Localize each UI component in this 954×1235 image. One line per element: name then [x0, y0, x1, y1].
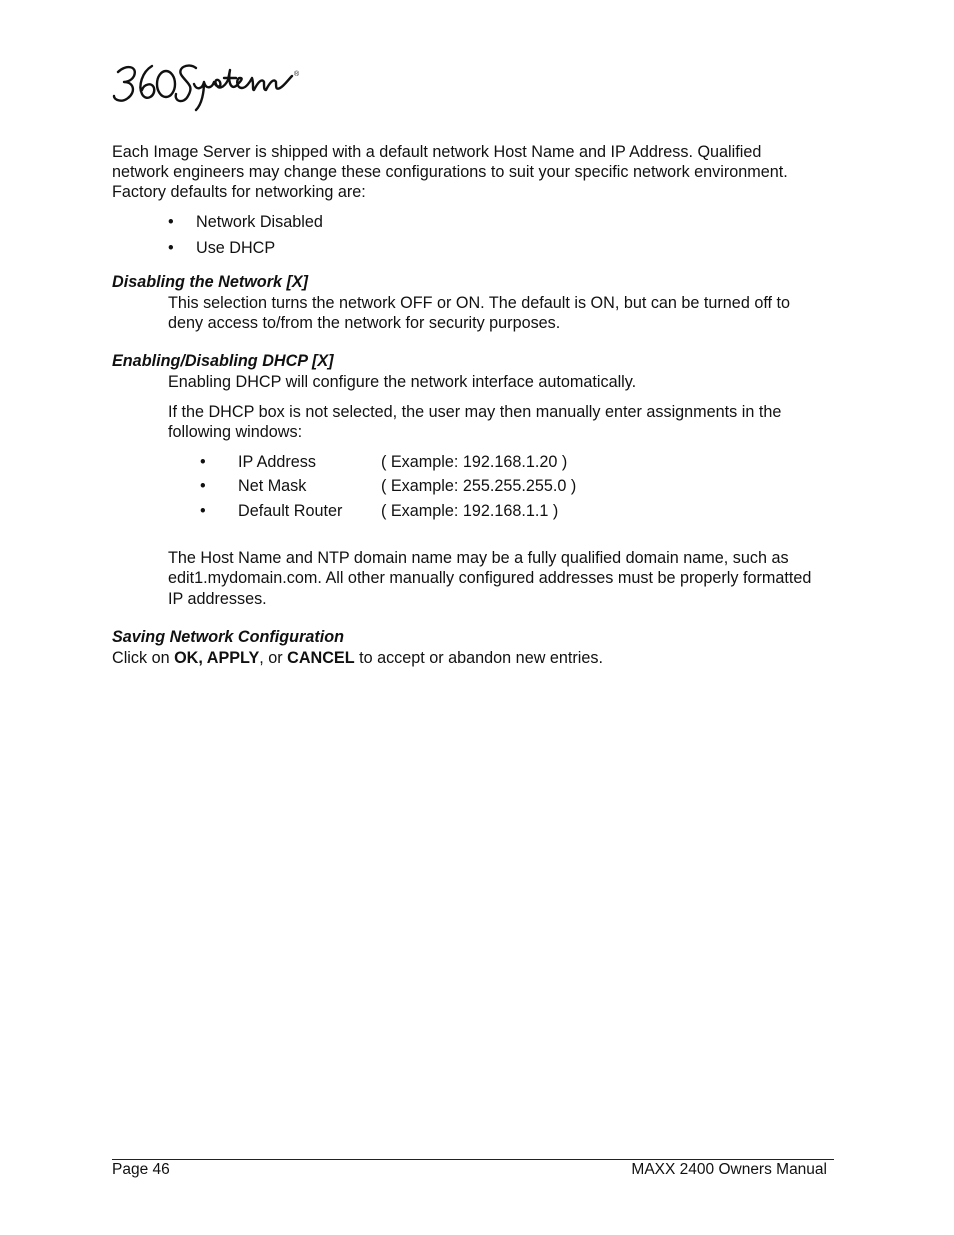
ok-apply-label: OK, APPLY [174, 649, 260, 667]
save-middle: , or [259, 649, 288, 667]
section-heading: Enabling/Disabling DHCP [X] [112, 352, 334, 370]
list-item: Network Disabled [196, 213, 323, 231]
field-name: Net Mask [238, 477, 307, 495]
body-line: following windows: [168, 423, 303, 441]
field-name: IP Address [238, 453, 316, 471]
page-number: Page 46 [112, 1161, 170, 1178]
body-line: deny access to/from the network for security purposes. [168, 314, 561, 332]
section-heading: Disabling the Network [X] [112, 273, 309, 291]
footer-rule [112, 1159, 834, 1160]
section-heading: Saving Network Configuration [112, 628, 345, 646]
field-name: Default Router [238, 502, 343, 520]
list-item: Use DHCP [196, 239, 276, 257]
body-line: The Host Name and NTP domain name may be a fully qualified domain name, such as [168, 549, 789, 567]
intro-line: network engineers may change these configurations to suit your specific network environment. [112, 163, 788, 181]
cancel-label: CANCEL [287, 649, 355, 667]
field-example: ( Example: 255.255.255.0 ) [381, 477, 577, 495]
save-suffix: to accept or abandon new entries. [354, 649, 603, 667]
bullet-dot: • [200, 477, 206, 495]
intro-line: Factory defaults for networking are: [112, 183, 366, 201]
body-line: edit1.mydomain.com. All other manually configured addresses must be properly formatted [168, 569, 812, 587]
bullet-dot: • [200, 453, 206, 471]
field-example: ( Example: 192.168.1.20 ) [381, 453, 568, 471]
body-line: IP addresses. [168, 590, 267, 608]
body-line: Enabling DHCP will configure the network interface automatically. [168, 373, 637, 391]
bullet-dot: • [200, 502, 206, 520]
manual-title: MAXX 2400 Owners Manual [631, 1161, 827, 1178]
field-example: ( Example: 192.168.1.1 ) [381, 502, 559, 520]
save-instruction [112, 648, 603, 668]
body-line: This selection turns the network OFF or ON. The default is ON, but can be turned off to [168, 294, 791, 312]
registered-mark: ® [294, 71, 300, 78]
body-line: If the DHCP box is not selected, the user may then manually enter assignments in the [168, 403, 782, 421]
bullet-dot: • [168, 239, 174, 257]
intro-line: Each Image Server is shipped with a default network Host Name and IP Address. Qualified [112, 143, 762, 161]
company-logo [112, 58, 308, 114]
bullet-dot: • [168, 213, 174, 231]
save-prefix: Click on [112, 649, 175, 667]
